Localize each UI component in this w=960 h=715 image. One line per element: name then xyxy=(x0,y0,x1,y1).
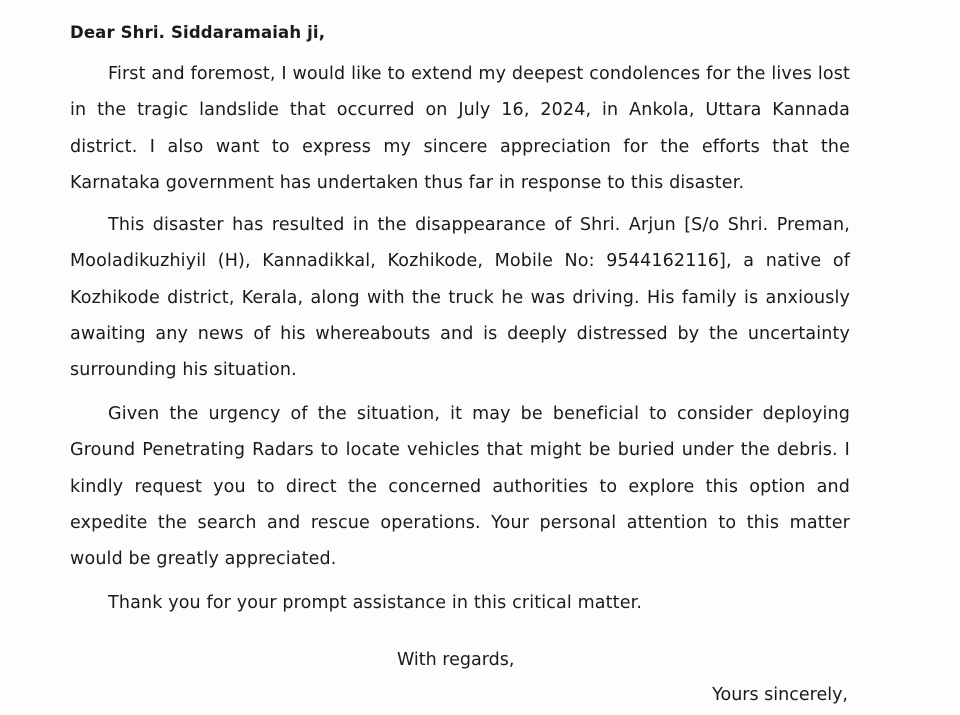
paragraph-missing-person: This disaster has resulted in the disappearance of Shri. Arjun [S/o Shri. Preman, Mooladikuzhiyil (H), Kannadikkal, Kozhikode, Mobile No: 9544162116], a native of Kozhikode district, Kerala, along with the truck he was driving. His family is anxiously awaiting any news of his whereabouts and is deeply distressed by the uncertainty surrounding his situation. xyxy=(70,215,850,381)
paragraph-request: Given the urgency of the situation, it may be beneficial to consider deploying Ground Penetrating Radars to locate vehicles that might be buried under the debris. I kindly request you to direct the concerned authorities to explore this option and expedite the search and rescue operations. Your personal attention to this matter would be greatly appreciated. xyxy=(70,404,850,570)
closing-regards: With regards, xyxy=(397,650,515,670)
paragraph-thanks: Thank you for your prompt assistance in this critical matter. xyxy=(108,593,643,613)
salutation: Dear Shri. Siddaramaiah ji, xyxy=(70,23,326,42)
closing-signoff: Yours sincerely, xyxy=(712,685,848,705)
paragraph-condolences: First and foremost, I would like to extend my deepest condolences for the lives lost in the tragic landslide that occurred on July 16, 2024, in Ankola, Uttara Kannada district. I also want to express my sincere appreciation for the efforts that the Karnataka government has undertaken thus far in response to this disaster. xyxy=(70,64,850,193)
